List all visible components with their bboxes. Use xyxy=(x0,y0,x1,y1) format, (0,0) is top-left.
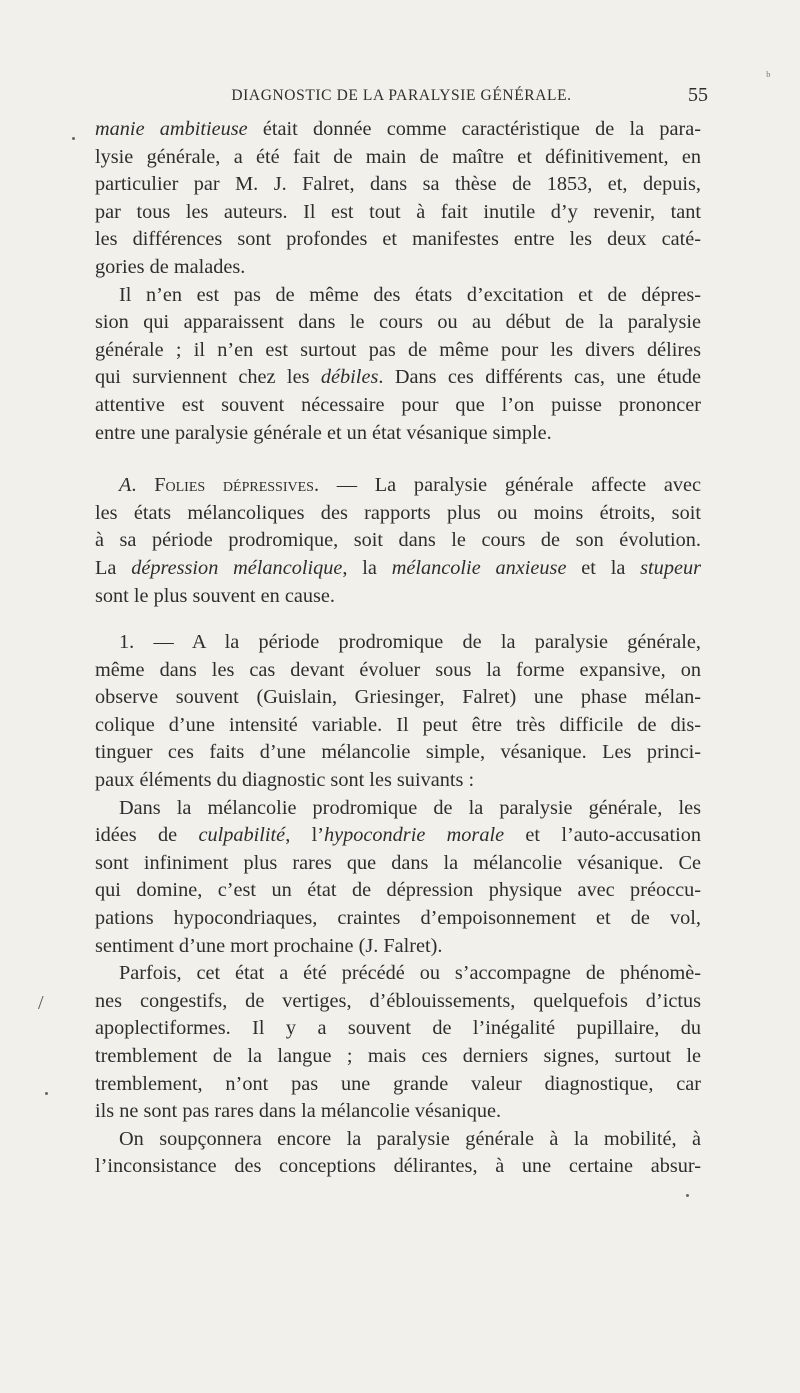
text-line: qui surviennent chez les débiles. Dans ces différents cas, une étude xyxy=(95,366,701,389)
text-line: tremblement de la langue ; mais ces derniers signes, surtout le xyxy=(95,1045,701,1067)
corner-mark: ᵇ xyxy=(766,70,771,85)
italic-term: stupeur xyxy=(640,556,701,579)
text-line: pations hypocondriaques, craintes d’empoisonnement et de vol, xyxy=(95,907,701,930)
italic-term: débiles xyxy=(320,366,379,389)
text-line: On soupçonnera encore la paralysie générale à la mobilité, à xyxy=(119,1127,701,1150)
text-line: générale ; il n’en est surtout pas de même pour les divers délires xyxy=(95,338,701,361)
text-line: colique d’une intensité variable. Il peut être très difficile de dis- xyxy=(95,713,701,736)
text-line: idées de culpabilité, l’hypocondrie morale et l’auto-accusation xyxy=(95,824,701,847)
text-line: paux éléments du diagnostic sont les suivants : xyxy=(95,769,475,792)
page-number: 55 xyxy=(688,84,708,106)
text-line: tremblement, n’ont pas une grande valeur diagnostique, car xyxy=(95,1072,701,1095)
italic-term: A xyxy=(119,474,132,497)
italic-term: hypocondrie morale xyxy=(323,824,505,847)
italic-term: dépression mélancolique xyxy=(131,556,343,579)
page-header xyxy=(95,84,708,110)
paragraph-etats-excitation xyxy=(95,282,701,448)
margin-slash-mark: / xyxy=(38,992,44,1014)
text-line: l’inconsistance des conceptions délirantes, à une certaine absur- xyxy=(95,1155,701,1178)
text-line: Dans la mélancolie prodromique de la paralysie générale, les xyxy=(119,796,701,819)
text-line: sont infiniment plus rares que dans la mélancolie vésanique. Ce xyxy=(95,851,701,874)
paragraph-melancolie-prodromique xyxy=(95,795,701,961)
text-line: sion qui apparaissent dans le cours ou au début de la paralysie xyxy=(95,311,701,334)
text-line: par tous les auteurs. Il est tout à fait inutile d’y revenir, tant xyxy=(95,200,701,223)
italic-term: mélancolie anxieuse xyxy=(391,556,567,579)
ink-speck xyxy=(686,1194,689,1197)
text-line: Parfois, cet état a été précédé ou s’accompagne de phénomè- xyxy=(119,962,701,985)
text-line: les états mélancoliques des rapports plus ou moins étroits, soit xyxy=(95,501,701,524)
italic-term: manie ambitieuse xyxy=(95,118,248,140)
text-line: nes congestifs, de vertiges, d’éblouissements, quelquefois d’ictus xyxy=(95,989,701,1012)
paragraph-periode-prodromique xyxy=(95,629,701,795)
paragraph-manie-ambitieuse xyxy=(95,116,701,282)
text-line: sont le plus souvent en cause. xyxy=(95,584,335,607)
text-line: lysie générale, a été fait de main de maître et définitivement, en xyxy=(95,145,701,168)
text-line: tinguer ces faits d’une mélancolie simple, vésanique. Les princi- xyxy=(95,741,701,764)
ink-speck xyxy=(45,1092,48,1095)
paragraph-phenomenes-congestifs xyxy=(95,960,701,1126)
text-line: observe souvent (Guislain, Griesinger, Falret) une phase mélan- xyxy=(95,686,701,709)
text-line: à sa période prodromique, soit dans le cours de son évolution. xyxy=(95,529,701,552)
body-text xyxy=(95,116,701,1181)
section-gap xyxy=(95,610,701,629)
text-line: ils ne sont pas rares dans la mélancolie vésanique. xyxy=(95,1100,502,1123)
section-heading-line: A. Folies dépressives. — La paralysie générale affecte avec xyxy=(119,474,701,497)
section-folies-depressives xyxy=(95,472,701,610)
text-line: sentiment d’une mort prochaine (J. Falret). xyxy=(95,934,443,957)
text-line: attentive est souvent nécessaire pour que l’on puisse prononcer xyxy=(95,393,701,416)
small-caps-heading: Folies dépressives xyxy=(154,474,314,497)
text-line: même dans les cas devant évoluer sous la forme expansive, on xyxy=(95,658,701,681)
text-line: qui domine, c’est un état de dépression physique avec préoccu- xyxy=(95,879,701,902)
text-line: les différences sont profondes et manifestes entre les deux caté- xyxy=(95,228,701,251)
text-line: apoplectiformes. Il y a souvent de l’inégalité pupillaire, du xyxy=(95,1017,701,1040)
text-line: particulier par M. J. Falret, dans sa thèse de 1853, et, depuis, xyxy=(95,173,701,196)
text-line: La dépression mélancolique, la mélancolie anxieuse et la stupeur xyxy=(95,556,701,579)
text-line: Il n’en est pas de même des états d’excitation et de dépres- xyxy=(119,283,701,306)
section-gap xyxy=(95,447,701,472)
italic-term: culpabilité xyxy=(198,824,286,847)
text-line: 1. — A la période prodromique de la paralysie générale, xyxy=(119,631,701,654)
text-line: manie ambitieuse était donnée comme caractéristique de la para- xyxy=(95,118,701,140)
text-line: entre une paralysie générale et un état vésanique simple. xyxy=(95,421,552,444)
text-line: gories de malades. xyxy=(95,255,246,278)
paragraph-mobilite xyxy=(95,1126,701,1181)
running-title: DIAGNOSTIC DE LA PARALYSIE GÉNÉRALE. xyxy=(231,87,572,104)
ink-speck xyxy=(72,137,75,140)
